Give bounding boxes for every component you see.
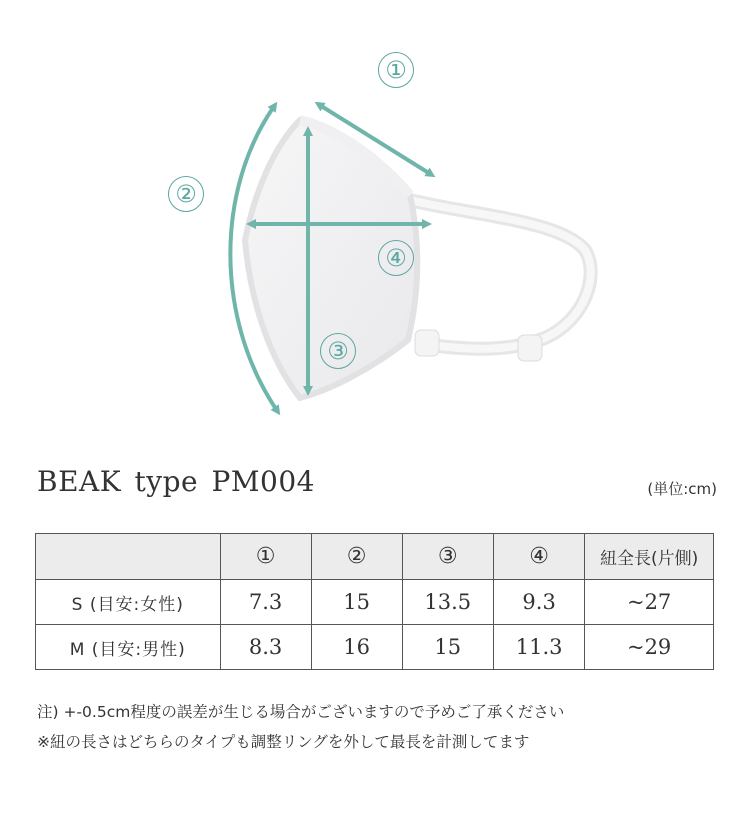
header-cell-3: ③ (402, 534, 493, 580)
header-cell-empty (36, 534, 221, 580)
product-title: BEAK type PM004 (37, 465, 315, 498)
table-cell: 11.3 (493, 625, 584, 670)
table-row-m (36, 625, 714, 670)
label-2: ② (168, 176, 204, 212)
header-cell-strap-length: 紐全長(片側) (585, 534, 714, 580)
header-cell-1: ① (220, 534, 311, 580)
table-row-s (36, 580, 714, 625)
table-cell: 15 (402, 625, 493, 670)
table-cell: 8.3 (220, 625, 311, 670)
label-1: ① (378, 52, 414, 88)
table-cell: 13.5 (402, 580, 493, 625)
table-cell: ~27 (585, 580, 714, 625)
note-tolerance: 注) +-0.5cm程度の誤差が生じる場合がございますので予めご了承ください (37, 703, 565, 721)
note-strap-length: ※紐の長さはどちらのタイプも調整リングを外して最長を計測してます (37, 733, 530, 751)
row-label-s: S (目安:女性) (36, 580, 221, 625)
table-header-row (36, 534, 714, 580)
unit-label: (単位:cm) (647, 480, 717, 498)
table-cell: 7.3 (220, 580, 311, 625)
label-3: ③ (320, 333, 356, 369)
row-label-m: M (目安:男性) (36, 625, 221, 670)
header-cell-4: ④ (493, 534, 584, 580)
table-cell: 16 (311, 625, 402, 670)
notes (37, 697, 564, 757)
table-cell: ~29 (585, 625, 714, 670)
size-table (35, 533, 714, 670)
table-cell: 9.3 (493, 580, 584, 625)
table-cell: 15 (311, 580, 402, 625)
label-4: ④ (378, 240, 414, 276)
header-cell-2: ② (311, 534, 402, 580)
